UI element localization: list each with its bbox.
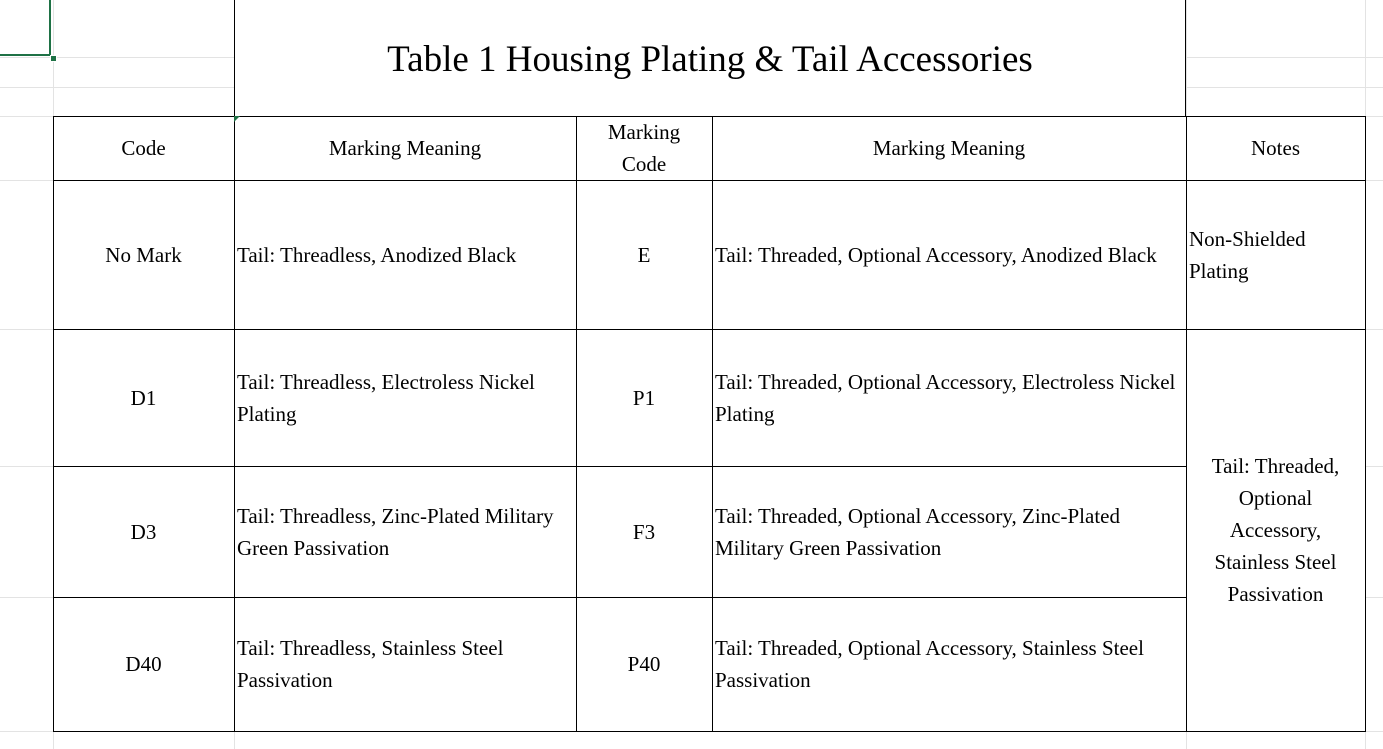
border-line: [712, 116, 713, 732]
table-cell-meaning[interactable]: [234, 466, 576, 597]
header-marking-meaning-2[interactable]: [712, 116, 1186, 180]
meaning-text: Tail: Threadless, Anodized Black: [237, 242, 517, 267]
active-cell-selection[interactable]: [0, 0, 51, 56]
header-notes-label: Notes: [1251, 136, 1300, 160]
marking-code-value: E: [637, 242, 651, 267]
table-cell-meaning[interactable]: [712, 597, 1186, 731]
meaning-text: Tail: Threaded, Optional Accessory, Zinc-Plated Military Green Passivation: [715, 503, 1120, 560]
table-cell-marking-code[interactable]: [576, 466, 712, 597]
table-cell-meaning[interactable]: [712, 466, 1186, 597]
code-value: D3: [130, 519, 157, 544]
table-cell-code[interactable]: [53, 466, 234, 597]
table-cell-meaning[interactable]: [234, 329, 576, 466]
table-cell-marking-code[interactable]: [576, 180, 712, 329]
notes-text: Non-Shielded Plating: [1189, 226, 1306, 283]
meaning-text: Tail: Threaded, Optional Accessory, Anodized Black: [715, 242, 1157, 267]
table-cell-meaning[interactable]: [712, 180, 1186, 329]
meaning-text: Tail: Threadless, Electroless Nickel Plating: [237, 369, 535, 426]
table-cell-notes[interactable]: [1186, 180, 1365, 329]
table-title-cell[interactable]: [234, 0, 1186, 116]
border-line: [53, 466, 1186, 467]
border-line: [1365, 116, 1366, 732]
code-value: No Mark: [105, 242, 182, 267]
marking-code-value: P40: [627, 652, 661, 676]
code-value: D1: [130, 385, 157, 410]
meaning-text: Tail: Threaded, Optional Accessory, Stainless Steel Passivation: [715, 636, 1144, 692]
header-marking-meaning-label: Marking Meaning: [328, 136, 482, 160]
table-cell-meaning[interactable]: [234, 180, 576, 329]
header-marking-code-label: Marking Code: [607, 120, 681, 176]
header-marking-code[interactable]: [576, 116, 712, 180]
meaning-text: Tail: Threaded, Optional Accessory, Electroless Nickel Plating: [715, 369, 1176, 426]
fill-handle[interactable]: [50, 55, 57, 62]
border-line: [1186, 116, 1187, 732]
border-line: [53, 180, 1366, 181]
table-cell-code[interactable]: [53, 180, 234, 329]
border-line: [234, 116, 235, 732]
header-notes[interactable]: [1186, 116, 1365, 180]
table-cell-marking-code[interactable]: [576, 329, 712, 466]
table-cell-marking-code[interactable]: [576, 597, 712, 731]
meaning-text: Tail: Threadless, Zinc-Plated Military Green Passivation: [237, 503, 554, 560]
border-line: [53, 116, 1366, 117]
header-marking-meaning-1[interactable]: [234, 116, 576, 180]
notes-text: Tail: Threaded, Optional Accessory, Stainless Steel Passivation: [1211, 454, 1340, 606]
border-line: [53, 597, 1186, 598]
table-cell-meaning[interactable]: [712, 329, 1186, 466]
border-line: [53, 116, 54, 732]
header-code-label: Code: [121, 136, 166, 160]
meaning-text: Tail: Threadless, Stainless Steel Passivation: [237, 636, 504, 692]
header-marking-meaning-label: Marking Meaning: [872, 136, 1026, 160]
code-value: D40: [125, 652, 162, 676]
marking-code-value: P1: [632, 385, 656, 410]
header-code[interactable]: [53, 116, 234, 180]
table-cell-meaning[interactable]: [234, 597, 576, 731]
table-cell-notes-merged[interactable]: [1186, 329, 1365, 731]
comment-indicator-icon: [234, 116, 240, 122]
border-line: [53, 731, 1366, 732]
border-line: [576, 116, 577, 732]
table-cell-code[interactable]: [53, 329, 234, 466]
border-line: [53, 329, 1366, 330]
marking-code-value: F3: [632, 519, 656, 544]
table-title: Table 1 Housing Plating & Tail Accessories: [387, 38, 1033, 80]
table-cell-code[interactable]: [53, 597, 234, 731]
